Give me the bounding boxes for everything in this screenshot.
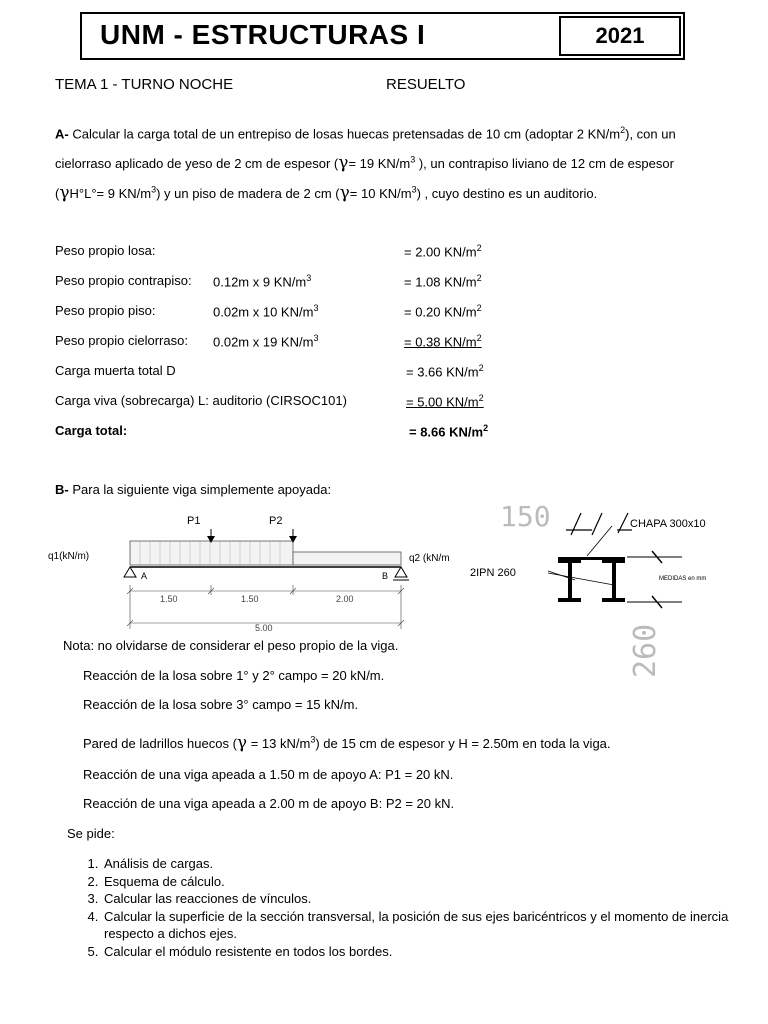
partA-line1: A- Calcular la carga total de un entrepiso de losas huecas pretensadas de 10 cm (adoptar 2 $KN/m^2$), con un [55, 125, 676, 142]
list-item: 4. Calcular la superficie de la sección transversal, la posición de sus ejes baricéntricos y el momento de inercia respecto a dichos ejes. [102, 908, 762, 943]
total-load-value: = 8.66 $KN/m^2$ [409, 423, 489, 440]
se-pide-label: Se pide: [67, 826, 115, 841]
q1-label: q1(kN/m) [48, 551, 90, 562]
partA-label: A- [55, 126, 69, 142]
gamma-symbol: γ [338, 153, 349, 173]
q2-load-block [293, 552, 401, 565]
plate-label: CHAPA 300x10 [630, 518, 706, 530]
load-label: Peso propio cielorraso: [55, 333, 188, 348]
ipn-right-shape [602, 598, 625, 602]
partA-line2: cielorraso aplicado de yeso de 2 cm de espesor (γ= 19 $KN/m^3$ ), un contrapiso liviano de 12 cm de espesor [55, 153, 674, 173]
reaction-1-text: Reacción de la losa sobre 1° y 2° campo = 20 kN/m. [83, 668, 385, 683]
support-a-icon [124, 567, 136, 577]
gamma-symbol: γ [236, 733, 248, 753]
dim-2: 1.50 [241, 594, 259, 604]
cross-section-diagram [462, 496, 752, 682]
list-item: 1. Análisis de cargas. [102, 855, 762, 873]
load-value: = 1.08 $KN/m^2$ [404, 273, 482, 290]
ipn-left-shape [558, 598, 581, 602]
dim-3: 2.00 [336, 594, 354, 604]
gamma-symbol: γ [59, 183, 70, 203]
load-detail: 0.02m x 19 $KN/m^3$ [213, 333, 319, 350]
units-label: MEDIDAS en mm [659, 576, 707, 582]
topic-label: TEMA 1 - TURNO NOCHE [55, 76, 234, 93]
load-value: = 3.66 $KN/m^2$ [406, 363, 484, 380]
list-item: 2. Esquema de cálculo. [102, 873, 762, 891]
load-label: Peso propio losa: [55, 243, 156, 258]
partB-intro: B- Para la siguiente viga simplemente apoyada: [55, 482, 332, 497]
dim-total: 5.00 [255, 623, 273, 633]
load-label: Peso propio contrapiso: [55, 273, 192, 288]
load-value: = 2.00 $KN/m^2$ [404, 243, 482, 260]
load-label: Carga muerta total D [55, 363, 176, 378]
gamma-symbol: γ [339, 183, 350, 203]
year-box: 2021 [559, 16, 681, 56]
status-label: RESUELTO [386, 76, 466, 93]
section-width-label: 150 [500, 500, 551, 533]
header-box [80, 12, 685, 60]
total-load-label: Carga total: [55, 423, 128, 438]
wall-text: Pared de ladrillos huecos (γ = 13 $kN/m^3$) de 15 cm de espesor y H = 2.50m en toda la viga. [83, 733, 611, 753]
list-item: 5. Calcular el módulo resistente en todos los bordes. [102, 943, 762, 961]
partB-label: B- [55, 482, 69, 497]
load-label: Carga viva (sobrecarga) L: auditorio (CIRSOC101) [55, 393, 347, 408]
p2-reaction-text: Reacción de una viga apeada a 2.00 m de apoyo B: P2 = 20 kN. [83, 796, 455, 811]
load-detail: 0.12m x 9 $KN/m^3$ [213, 273, 312, 290]
load-value: = 0.38 $KN/m^2$ [404, 333, 482, 350]
load-value: = 0.20 $KN/m^2$ [404, 303, 482, 320]
plate-shape [558, 557, 625, 560]
request-list [78, 855, 762, 960]
partA-line3: (γH°L°= 9 $KN/m^3$) y un piso de madera de 2 cm (γ= 10 $KN/m^3$) , cuyo destino es un auditorio. [55, 183, 598, 203]
dim-1: 1.50 [160, 594, 178, 604]
support-b-label: B [382, 571, 389, 581]
p2-label: P2 [269, 515, 283, 527]
q2-label: q2 (kN/m [409, 553, 450, 564]
q1-load-block [130, 541, 293, 565]
load-value: = 5.00 $KN/m^2$ [406, 393, 484, 410]
section-height-label: 260 [628, 623, 663, 678]
load-label: Peso propio piso: [55, 303, 156, 318]
beam-diagram [40, 505, 460, 635]
list-item: 3. Calcular las reacciones de vínculos. [102, 890, 762, 908]
p1-reaction-text: Reacción de una viga apeada a 1.50 m de apoyo A: P1 = 20 kN. [83, 767, 454, 782]
support-b-icon [395, 567, 407, 577]
support-a-label: A [141, 571, 148, 581]
load-detail: 0.02m x 10 $KN/m^3$ [213, 303, 319, 320]
p1-label: P1 [187, 515, 201, 527]
document-title: UNM - ESTRUCTURAS I [100, 19, 426, 50]
note-text: Nota: no olvidarse de considerar el peso propio de la viga. [63, 638, 399, 653]
profile-label: 2IPN 260 [470, 567, 516, 579]
reaction-2-text: Reacción de la losa sobre 3° campo = 15 kN/m. [83, 697, 359, 712]
